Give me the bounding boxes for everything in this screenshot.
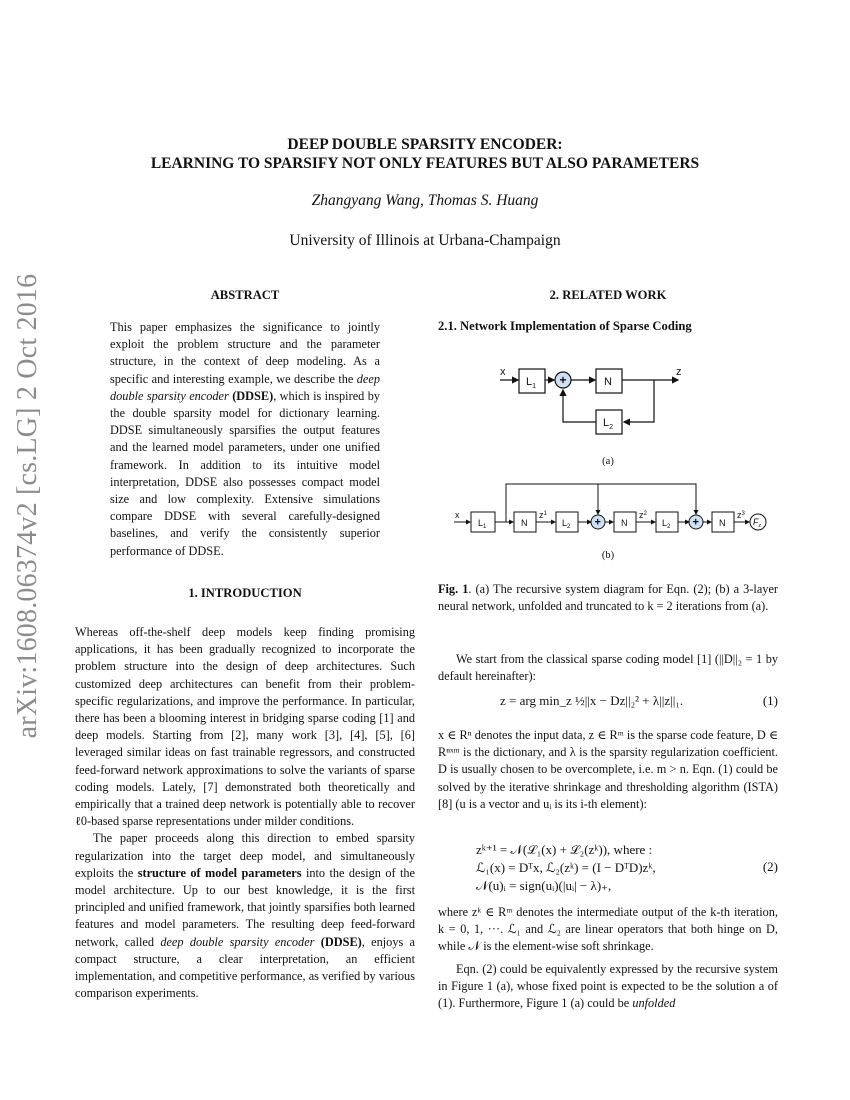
fig-b-l2b-label: $L_2$: [662, 518, 671, 530]
equation-1: [438, 693, 778, 709]
intro-p2-c: , enjoys a compact structure, a clear interpretation, an efficient implementation, and competitive performance, as verified by various comparison experiments.: [75, 934, 416, 1001]
abstract-text-em: deep double sparsity encoder: [110, 371, 380, 403]
arxiv-identifier: arXiv:1608.06374v2 [cs.LG] 2 Oct 2016: [12, 273, 43, 739]
equation-2-line2: ℒ₁(x) = Dᵀx, ℒ₂(zᵏ) = (I − DᵀD)zᵏ,: [476, 860, 656, 875]
figure-1b-diagram: [438, 478, 778, 548]
paper-authors: Zhangyang Wang, Thomas S. Huang: [311, 192, 539, 209]
related-p4-em: unfolded: [632, 996, 676, 1011]
fig-b-n1-label: N: [521, 518, 528, 528]
equation-1-number: (1): [762, 693, 778, 708]
related-paragraph-4: [438, 961, 778, 1013]
fig-b-l1-label: $L_1$: [478, 518, 487, 530]
fig-a-l1-label: $L_1$: [526, 376, 537, 390]
intro-heading: 1. INTRODUCTION: [188, 586, 302, 600]
intro-p2-bold: structure of model parameters: [137, 865, 302, 880]
equation-2-line3: 𝒩(u)ᵢ = sign(uᵢ)(|uᵢ| − λ)₊,: [476, 878, 612, 893]
abstract-text-bold: (DDSE): [232, 388, 274, 403]
fig-a-x-label: x: [500, 366, 506, 378]
related-paragraph-2: x ∈ Rⁿ denotes the input data, z ∈ Rᵐ is the sparse code feature, D ∈ Rⁿˣᵐ is the dictionary, and λ is the sparsity regularization coefficient. D is usually chosen to be overcomplete, i.e. m > n. Eqn. (1) could be solved by the iterative shrinkage and thresholding algorithm (ISTA) [8] (u is a vector and uᵢ is its i-th element):: [438, 728, 778, 811]
fig-b-n3-label: N: [719, 518, 726, 528]
intro-p2-bold2: (DDSE): [320, 934, 362, 949]
figure-caption: [438, 581, 778, 615]
intro-p2-em: deep double sparsity encoder: [160, 934, 315, 949]
fig-b-fz-label: $F_z$: [753, 517, 761, 529]
fig-a-l2-label: $L_2$: [603, 417, 614, 431]
related-paragraph-1: We start from the classical sparse coding model [1] (||D||₂ = 1 by default hereinafter):: [438, 652, 778, 684]
fig-b-x-label: x: [455, 510, 460, 520]
equation-2-line1: zᵏ⁺¹ = 𝒩(ℒ₁(x) + ℒ₂(zᵏ)), where :: [476, 842, 653, 857]
related-p4-a: Eqn. (2) could be equivalently expressed by the recursive system in Figure 1 (a), whose fixed point is expected to be the solution a of (1). Furthermore, Figure 1 (a) could be: [438, 962, 778, 1011]
figure-1a-label: (a): [602, 456, 614, 467]
equation-2-number: (2): [762, 859, 778, 874]
svg-text:+: +: [594, 516, 601, 529]
intro-p2-b: into the design of the model architecture. Up to our best knowledge, it is the first principled and unified framework, that jointly sparsifies both learned features and model parameters. The resulting deep feed-forward network, called: [75, 865, 415, 949]
abstract-heading: ABSTRACT: [210, 288, 280, 302]
paper-title-line2: LEARNING TO SPARSIFY NOT ONLY FEATURES BUT ALSO PARAMETERS: [150, 155, 700, 172]
paper-affiliation: University of Illinois at Urbana-Champaign: [289, 232, 561, 249]
equation-1-body: z = arg min_z ½||x − Dz||₂² + λ||z||₁.: [500, 693, 684, 708]
intro-p2-a: The paper proceeds along this direction to embed sparsity regularization into the target deep model, and simultaneously exploits the: [75, 831, 415, 880]
fig-a-z-label: z: [676, 366, 682, 378]
intro-paragraph-2: [75, 830, 415, 1002]
intro-paragraph-1: Whereas off-the-shelf deep models keep finding promising applications, it has been gradually recognized to incorporate the problem structure into the design of deep architectures. Such customized deep architectures can benefit from their problem-specific regularizations, and improve the performance. In particular, there has been a blooming interest in bridging sparse coding [1] and deep models. Starting from [2], many work [3], [4], [5], [6] leveraged similar ideas on fast trainable regressors, and constructed feed-forward network approximations to solve the variants of sparse coding models. Lately, [7] demonstrated both theoretically and empirically that a trained deep network is potentially able to recover ℓ0-based sparse representations under milder conditions.: [75, 625, 415, 829]
abstract-body: [110, 319, 380, 560]
fig-b-n2-label: N: [621, 518, 628, 528]
related-paragraph-3: where zᵏ ∈ Rᵐ denotes the intermediate output of the k-th iteration, k = 0, 1, ···. ℒ₁ and ℒ₂ are linear operators that both hinge on D, while 𝒩 is the element-wise soft shrinkage.: [438, 905, 778, 954]
paper-title-line1: DEEP DOUBLE SPARSITY ENCODER:: [287, 136, 563, 153]
intro-body: [75, 624, 415, 1002]
figure-caption-text: . (a) The recursive system diagram for Eqn. (2); (b) a 3-layer neural network, unfolded and truncated to k = 2 iterations from (a).: [438, 582, 778, 614]
svg-text:+: +: [692, 516, 699, 529]
subsection-heading: 2.1. Network Implementation of Sparse Coding: [438, 319, 692, 333]
fig-b-z1-label: $z^1$: [539, 510, 547, 520]
figure-1a-diagram: [438, 355, 778, 445]
equation-2: [438, 841, 778, 895]
related-work-heading: 2. RELATED WORK: [549, 288, 667, 302]
fig-b-z2-label: $z^2$: [639, 510, 647, 520]
fig-b-z3-label: $z^3$: [737, 510, 745, 520]
figure-1b-label: (b): [601, 550, 615, 561]
svg-text:+: +: [559, 373, 567, 387]
fig-b-l2a-label: $L_2$: [562, 518, 571, 530]
abstract-text-1: This paper emphasizes the significance to jointly exploit the problem structure and the parameter structure, in the context of deep modeling. As a specific and interesting example, we describe the: [110, 320, 380, 386]
abstract-text-2: , which is inspired by the double sparsity model for dictionary learning. DDSE simultaneously sparsifies the output features and the learned model parameters, under one unified framework. In addition to its intuitive model interpretation, DDSE also possesses compact model size and low complexity. Extensive simulations compare DDSE with several carefully-designed baselines, and verify the consistently superior performance of DDSE.: [110, 388, 380, 558]
fig-a-n-label: N: [604, 376, 612, 388]
figure-caption-label: Fig. 1: [438, 582, 469, 596]
